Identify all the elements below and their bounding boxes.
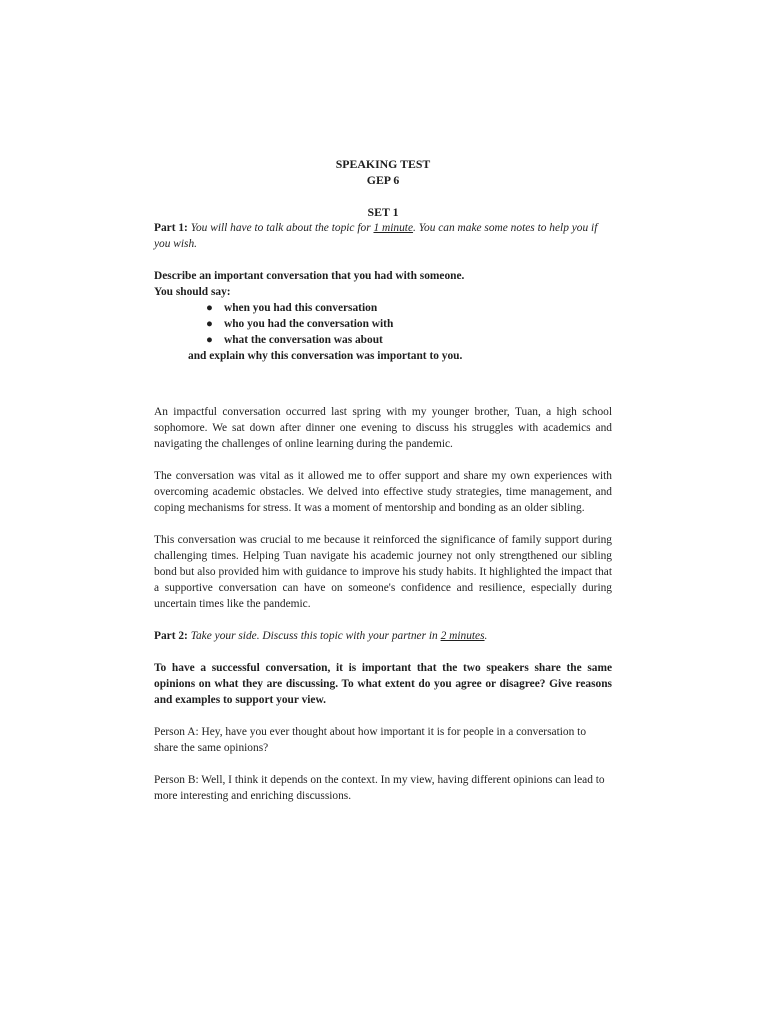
prompt-bullet-text: when you had this conversation <box>224 302 378 314</box>
answer-paragraph: The conversation was vital as it allowed me to offer support and share my own experiences with overcoming academic obstacles. We delved into effective study strategies, time management, and coping mechanisms for stress. It was a moment of mentorship and bonding as an older sibling. <box>154 470 612 514</box>
answer-paragraph: An impactful conversation occurred last spring with my younger brother, Tuan, a high school sophomore. We sat down after dinner one evening to discuss his struggles with academics and navigating the challenges of online learning during the pandemic. <box>154 406 612 450</box>
part1-label: Part 1: <box>154 222 188 234</box>
answer-paragraph: This conversation was crucial to me because it reinforced the significance of family support during challenging times. Helping Tuan navigate his academic journey not only strengthened our sibling bond but also provided him with guidance to improve his study habits. It highlighted the impact that a supportive conversation can have on someone's confidence and resilience, especially during uncertain times like the pandemic. <box>154 534 612 610</box>
part1-instruction-pre: You will have to talk about the topic for <box>190 222 374 234</box>
part2-label: Part 2: <box>154 630 188 642</box>
prompt-bullet <box>154 300 612 316</box>
part2-prompt: To have a successful conversation, it is important that the two speakers share the same opinions on what they are discussing. To what extent do you agree or disagree? Give reasons and examples to support your view. <box>154 662 612 706</box>
bullet-icon: ● <box>206 318 213 330</box>
part1-instruction-time: 1 minute <box>373 222 414 234</box>
spacer <box>154 252 612 268</box>
you-should-say: You should say: <box>154 286 231 298</box>
part1-instruction <box>154 220 612 252</box>
spacer <box>154 452 612 468</box>
spacer <box>154 612 612 628</box>
part2-instruction-post: . <box>484 630 488 642</box>
document-content <box>154 156 612 804</box>
bullet-icon: ● <box>206 334 213 346</box>
prompt-bullet-text: who you had the conversation with <box>224 318 394 330</box>
spacer <box>154 364 612 404</box>
prompt-bullet <box>154 316 612 332</box>
prompt-bullet-list <box>154 300 612 348</box>
spacer <box>154 756 612 772</box>
part1-prompt: Describe an important conversation that you had with someone. <box>154 270 465 282</box>
bullet-icon: ● <box>206 302 213 314</box>
document-subtitle: GEP 6 <box>366 173 400 187</box>
spacer <box>154 516 612 532</box>
prompt-explain: and explain why this conversation was important to you. <box>188 350 463 362</box>
prompt-bullet-text: what the conversation was about <box>224 334 383 346</box>
dialogue-line-person-b: Person B: Well, I think it depends on the context. In my view, having different opinions can lead to more interesting and enriching discussions. <box>154 774 605 802</box>
dialogue-line-person-a: Person A: Hey, have you ever thought about how important it is for people in a conversation to share the same opinions? <box>154 726 587 754</box>
spacer <box>154 644 612 660</box>
document-title: SPEAKING TEST <box>335 157 431 171</box>
prompt-bullet <box>154 332 612 348</box>
part2-instruction-time: 2 minutes <box>440 630 485 642</box>
part1-instruction-post: . You can make some notes to help you if you wish. <box>154 222 598 250</box>
spacer <box>154 188 612 204</box>
part2-instruction <box>154 628 612 644</box>
part2-instruction-pre: Take your side. Discuss this topic with your partner in <box>190 630 441 642</box>
set-heading: SET 1 <box>367 205 399 219</box>
spacer <box>154 708 612 724</box>
